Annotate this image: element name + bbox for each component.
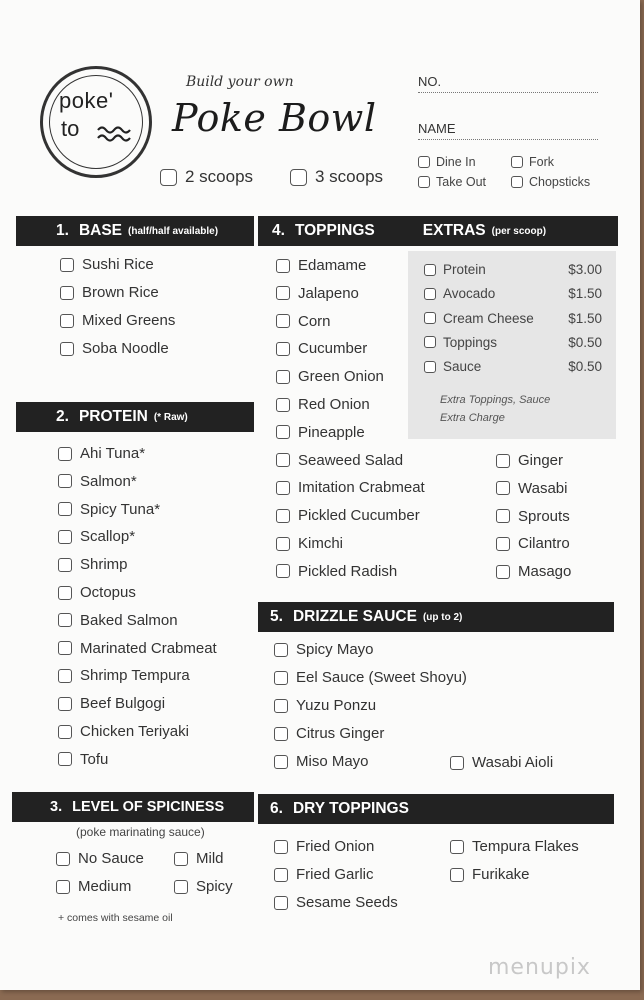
dry-topping-option[interactable]	[274, 838, 374, 855]
extra-name: Toppings	[443, 334, 498, 350]
option-label: Cucumber	[298, 340, 368, 358]
checkbox[interactable]	[274, 699, 288, 713]
dine-in-option[interactable]	[418, 155, 476, 169]
build-your-own-label: Build your own	[186, 74, 294, 90]
topping-option[interactable]	[496, 535, 570, 552]
option-label: Imitation Crabmeat	[298, 479, 425, 497]
checkbox[interactable]	[58, 613, 72, 627]
checkbox[interactable]	[450, 756, 464, 770]
checkbox[interactable]	[274, 755, 288, 769]
checkbox[interactable]	[290, 169, 307, 186]
checkbox[interactable]	[56, 852, 70, 866]
spiciness-option[interactable]	[56, 878, 131, 895]
extras-note-line1: Extra Toppings, Sauce	[440, 394, 551, 406]
checkbox[interactable]	[274, 896, 288, 910]
spiciness-option[interactable]	[56, 850, 144, 867]
option-label: Sprouts	[518, 507, 570, 525]
option-label: Corn	[298, 312, 331, 330]
checkbox[interactable]	[418, 176, 430, 188]
checkbox[interactable]	[418, 156, 430, 168]
base-option[interactable]	[60, 256, 154, 273]
checkbox[interactable]	[496, 537, 510, 551]
topping-option[interactable]	[276, 257, 366, 274]
sesame-oil-note: + comes with sesame oil	[58, 912, 173, 924]
section-number: 5.	[270, 608, 283, 625]
waves-icon	[97, 124, 131, 144]
option-label: Sesame Seeds	[296, 894, 398, 911]
protein-option[interactable]	[58, 473, 137, 490]
protein-option[interactable]	[58, 640, 217, 657]
base-option[interactable]	[60, 312, 175, 329]
extra-option[interactable]	[424, 359, 602, 374]
extra-name: Avocado	[443, 286, 496, 302]
topping-option[interactable]	[496, 480, 567, 497]
checkbox[interactable]	[424, 336, 436, 348]
option-label: Miso Mayo	[296, 753, 369, 770]
section-title: LEVEL OF SPICINESS	[72, 799, 225, 815]
checkbox[interactable]	[276, 259, 290, 273]
logo-text-line2: to	[61, 116, 80, 141]
checkbox[interactable]	[276, 398, 290, 412]
section-header-base	[16, 216, 254, 246]
extra-option[interactable]	[424, 311, 602, 326]
drizzle-option[interactable]	[274, 697, 376, 714]
option-label: Salmon*	[80, 472, 137, 490]
section-number: 6.	[270, 800, 283, 817]
option-label: Sushi Rice	[82, 256, 154, 273]
checkbox[interactable]	[58, 669, 72, 683]
extra-price: $0.50	[568, 334, 602, 350]
checkbox[interactable]	[276, 537, 290, 551]
option-label: Baked Salmon	[80, 611, 178, 629]
checkbox[interactable]	[450, 840, 464, 854]
option-label: Eel Sauce (Sweet Shoyu)	[296, 669, 467, 686]
protein-option[interactable]	[58, 723, 189, 740]
option-label: Furikake	[472, 866, 530, 883]
order-number-label: NO.	[418, 74, 442, 89]
option-label: Red Onion	[298, 396, 370, 413]
extra-price: $0.50	[568, 359, 602, 375]
checkbox[interactable]	[274, 671, 288, 685]
customer-name-label: NAME	[418, 121, 456, 136]
option-label: Beef Bulgogi	[80, 695, 166, 713]
checkbox[interactable]	[496, 509, 510, 523]
checkbox[interactable]	[174, 852, 188, 866]
section-subtitle: (half/half available)	[128, 225, 219, 237]
topping-option[interactable]	[276, 340, 367, 357]
section-number: 2.	[56, 408, 69, 425]
checkbox[interactable]	[274, 840, 288, 854]
extras-panel	[408, 251, 616, 439]
chopsticks-option[interactable]	[511, 175, 590, 189]
section-title: TOPPINGS	[294, 222, 375, 239]
checkbox[interactable]	[276, 481, 290, 495]
option-label: Dine In	[436, 155, 476, 169]
scoop-option-3[interactable]	[290, 167, 383, 187]
checkbox[interactable]	[58, 447, 72, 461]
extra-option[interactable]	[424, 335, 602, 350]
option-label: Kimchi	[298, 535, 344, 552]
checkbox[interactable]	[58, 474, 72, 488]
option-label: Jalapeno	[298, 284, 359, 302]
option-label: Pickled Cucumber	[298, 507, 420, 525]
checkbox[interactable]	[424, 312, 436, 324]
dry-topping-option[interactable]	[274, 866, 374, 883]
option-label: Ahi Tuna*	[80, 445, 146, 462]
spiciness-option[interactable]	[174, 850, 224, 867]
extra-option[interactable]	[424, 286, 602, 301]
section-subtitle: (* Raw)	[153, 411, 188, 423]
topping-option[interactable]	[276, 424, 365, 441]
option-label: Chicken Teriyaki	[80, 723, 189, 740]
section-header-toppings	[258, 216, 618, 246]
checkbox[interactable]	[496, 565, 510, 579]
option-label: Tofu	[80, 750, 109, 768]
checkbox[interactable]	[496, 454, 510, 468]
checkbox[interactable]	[58, 697, 72, 711]
order-number-field[interactable]	[418, 74, 598, 93]
checkbox[interactable]	[58, 530, 72, 544]
extra-name: Sauce	[443, 359, 482, 375]
topping-option[interactable]	[276, 313, 331, 330]
checkbox[interactable]	[276, 564, 290, 578]
checkbox[interactable]	[274, 727, 288, 741]
topping-option[interactable]	[276, 563, 397, 580]
protein-option[interactable]	[58, 584, 136, 601]
option-label: Masago	[518, 563, 572, 581]
protein-option[interactable]	[58, 695, 165, 712]
checkbox[interactable]	[58, 752, 72, 766]
base-option[interactable]	[60, 340, 169, 357]
drizzle-option[interactable]	[274, 753, 369, 770]
brand-logo	[40, 66, 152, 178]
base-option[interactable]	[60, 284, 159, 301]
checkbox[interactable]	[276, 425, 290, 439]
checkbox[interactable]	[424, 264, 436, 276]
checkbox[interactable]	[58, 641, 72, 655]
drizzle-option[interactable]	[450, 754, 553, 771]
option-label: Pineapple	[298, 423, 365, 441]
topping-option[interactable]	[496, 452, 563, 469]
checkbox[interactable]	[511, 156, 523, 168]
checkbox[interactable]	[276, 453, 290, 467]
option-label: Wasabi	[518, 479, 568, 497]
option-label: Soba Noodle	[82, 340, 169, 357]
checkbox[interactable]	[160, 169, 177, 186]
option-label: Cilantro	[518, 535, 570, 553]
section-title: DRIZZLE SAUCE	[292, 608, 417, 625]
option-label: Mild	[196, 850, 224, 867]
extra-price: $1.50	[568, 286, 602, 302]
option-label: Brown Rice	[82, 284, 159, 301]
fork-option[interactable]	[511, 155, 554, 169]
option-label: Mixed Greens	[82, 312, 176, 329]
protein-option[interactable]	[58, 501, 160, 518]
extra-price: $1.50	[568, 310, 602, 326]
protein-option[interactable]	[58, 751, 108, 768]
checkbox[interactable]	[450, 868, 464, 882]
option-label: Fried Garlic	[296, 866, 374, 883]
protein-option[interactable]	[58, 528, 135, 545]
checkbox[interactable]	[276, 342, 290, 356]
option-label: Medium	[78, 878, 132, 895]
protein-option[interactable]	[58, 667, 190, 684]
extra-name: Cream Cheese	[443, 310, 534, 326]
extras-title: EXTRAS	[422, 222, 486, 239]
checkbox[interactable]	[511, 176, 523, 188]
topping-option[interactable]	[276, 452, 403, 469]
option-label: Citrus Ginger	[296, 725, 385, 742]
customer-name-field[interactable]	[418, 121, 598, 140]
section-title: PROTEIN	[78, 408, 148, 425]
extra-name: Protein	[443, 262, 486, 277]
option-label: Yuzu Ponzu	[296, 697, 377, 714]
checkbox[interactable]	[58, 502, 72, 516]
dry-topping-option[interactable]	[450, 866, 530, 883]
option-label: Seaweed Salad	[298, 451, 404, 469]
option-label: Tempura Flakes	[472, 838, 579, 855]
option-label: Pickled Radish	[298, 562, 398, 580]
checkbox[interactable]	[424, 288, 436, 300]
dry-topping-option[interactable]	[450, 838, 579, 855]
option-label: Shrimp Tempura	[80, 667, 190, 685]
drizzle-option[interactable]	[274, 725, 384, 742]
topping-option[interactable]	[276, 285, 359, 302]
protein-option[interactable]	[58, 445, 145, 462]
section-header-drizzle	[258, 602, 614, 632]
option-label: Shrimp	[80, 556, 128, 574]
option-label: Spicy Tuna*	[80, 500, 161, 518]
section-header-protein	[16, 402, 254, 432]
checkbox[interactable]	[276, 509, 290, 523]
checkbox[interactable]	[174, 880, 188, 894]
drizzle-option[interactable]	[274, 669, 467, 686]
checkbox[interactable]	[60, 314, 74, 328]
option-label: Chopsticks	[529, 175, 591, 189]
extra-price: $3.00	[568, 262, 602, 277]
section-header-spiciness	[12, 792, 254, 822]
section-number: 4.	[272, 222, 285, 239]
option-label: Fried Onion	[296, 838, 375, 855]
section-subtitle: (up to 2)	[422, 611, 463, 623]
spiciness-option[interactable]	[174, 878, 233, 895]
checkbox[interactable]	[58, 586, 72, 600]
take-out-option[interactable]	[418, 175, 486, 189]
checkbox[interactable]	[276, 286, 290, 300]
option-label: Spicy Mayo	[296, 641, 374, 658]
checkbox[interactable]	[60, 286, 74, 300]
section-title: BASE	[78, 222, 123, 239]
checkbox[interactable]	[56, 880, 70, 894]
topping-option[interactable]	[496, 563, 571, 580]
option-label: Octopus	[80, 584, 136, 601]
checkbox[interactable]	[274, 868, 288, 882]
section-number: 3.	[50, 799, 63, 815]
option-label: Scallop*	[80, 528, 136, 546]
section-title: DRY TOPPINGS	[292, 800, 409, 817]
extras-note-line2: Extra Charge	[440, 412, 505, 424]
option-label: Spicy	[196, 878, 233, 895]
topping-option[interactable]	[276, 535, 343, 552]
extra-option[interactable]	[424, 262, 602, 277]
topping-option[interactable]	[496, 508, 570, 525]
checkbox[interactable]	[496, 481, 510, 495]
watermark: menupix	[488, 955, 591, 980]
spiciness-subtitle: (poke marinating sauce)	[76, 825, 205, 839]
option-label: Ginger	[518, 452, 564, 469]
page-title: Poke Bowl	[172, 96, 377, 140]
checkbox[interactable]	[424, 361, 436, 373]
checkbox[interactable]	[276, 314, 290, 328]
checkbox[interactable]	[60, 258, 74, 272]
option-label: Green Onion	[298, 368, 384, 386]
checkbox[interactable]	[60, 342, 74, 356]
dry-topping-option[interactable]	[274, 894, 398, 911]
section-header-dry-toppings	[258, 794, 614, 824]
scoop-label: 3 scoops	[315, 167, 384, 186]
option-label: Fork	[529, 155, 554, 169]
option-label: Wasabi Aioli	[472, 754, 554, 771]
scoop-option-2[interactable]	[160, 167, 253, 187]
checkbox[interactable]	[276, 370, 290, 384]
topping-option[interactable]	[276, 479, 425, 496]
protein-option[interactable]	[58, 556, 128, 573]
checkbox[interactable]	[58, 558, 72, 572]
option-label: No Sauce	[78, 850, 144, 867]
logo-text-line1: poke'	[59, 88, 114, 113]
drizzle-option[interactable]	[274, 641, 374, 658]
extras-subtitle: (per scoop)	[491, 225, 547, 237]
topping-option[interactable]	[276, 507, 420, 524]
section-number: 1.	[56, 222, 69, 239]
checkbox[interactable]	[58, 725, 72, 739]
option-label: Marinated Crabmeat	[80, 639, 217, 657]
option-label: Edamame	[298, 257, 367, 274]
topping-option[interactable]	[276, 368, 384, 385]
checkbox[interactable]	[274, 643, 288, 657]
scoop-label: 2 scoops	[185, 167, 254, 186]
option-label: Take Out	[436, 175, 487, 189]
topping-option[interactable]	[276, 396, 370, 413]
protein-option[interactable]	[58, 612, 178, 629]
